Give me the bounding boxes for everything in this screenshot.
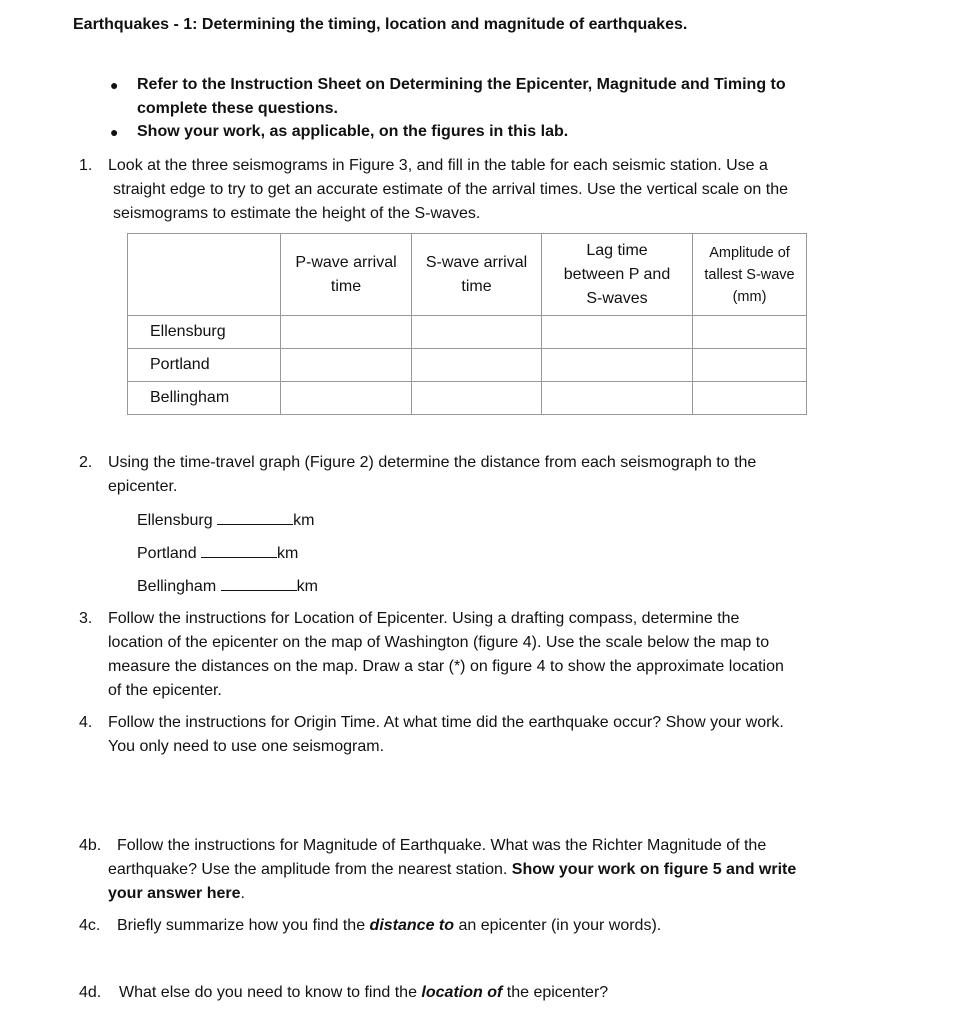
- bullet-1-line-2: complete these questions.: [137, 100, 338, 117]
- q4b-line-2: earthquake? Use the amplitude from the nearest station. Show your work on figure 5 and write: [108, 861, 797, 878]
- table-cell-empty[interactable]: [693, 349, 807, 382]
- q3-line-4: of the epicenter.: [108, 682, 222, 699]
- q3-number: 3.: [79, 610, 93, 627]
- table-cell-empty[interactable]: [412, 382, 542, 415]
- table-header-row: [128, 234, 807, 316]
- table-cell-empty[interactable]: [281, 382, 412, 415]
- distance-unit: km: [277, 545, 299, 562]
- table-cell-empty[interactable]: [693, 316, 807, 349]
- table-row: [128, 349, 807, 382]
- distance-item-portland: [137, 541, 298, 566]
- page-title: Earthquakes - 1: Determining the timing, location and magnitude of earthquakes.: [73, 16, 688, 33]
- table-header-lag-time: Lag time between P and S-waves: [542, 234, 693, 316]
- bullet-2-line-1: Show your work, as applicable, on the figures in this lab.: [137, 123, 569, 140]
- station-name: Ellensburg: [128, 316, 281, 349]
- distance-unit: km: [296, 578, 318, 595]
- q3-line-3: measure the distances on the map. Draw a star (*) on figure 4 to show the approximate location: [108, 658, 784, 675]
- q4-number: 4.: [79, 714, 93, 731]
- answer-blank[interactable]: [217, 508, 293, 525]
- distance-label: Bellingham: [137, 578, 217, 595]
- distance-unit: km: [293, 512, 315, 529]
- arrival-time-table: [127, 233, 807, 415]
- q4d-number: 4d.: [79, 984, 102, 1001]
- table-header-s-wave: S-wave arrival time: [412, 234, 542, 316]
- q4-line-1: Follow the instructions for Origin Time. At what time did the earthquake occur? Show your work.: [108, 714, 784, 731]
- table-header-amplitude: Amplitude of tallest S-wave (mm): [693, 234, 807, 316]
- table-cell-empty[interactable]: [412, 349, 542, 382]
- q2-line-1: Using the time-travel graph (Figure 2) determine the distance from each seismograph to the: [108, 454, 757, 471]
- q1-line-1: Look at the three seismograms in Figure 3, and fill in the table for each seismic station. Use a: [108, 157, 768, 174]
- bullet-1-line-1: Refer to the Instruction Sheet on Determining the Epicenter, Magnitude and Timing to: [137, 76, 786, 93]
- table-row: [128, 382, 807, 415]
- q2-number: 2.: [79, 454, 93, 471]
- distance-item-ellensburg: [137, 508, 314, 533]
- table-cell-empty[interactable]: [281, 316, 412, 349]
- bullet-dot: ●: [110, 77, 119, 93]
- table-cell-empty[interactable]: [542, 382, 693, 415]
- answer-blank[interactable]: [221, 574, 297, 591]
- q4c-number: 4c.: [79, 917, 101, 934]
- q1-line-2: straight edge to try to get an accurate estimate of the arrival times. Use the vertical scale on the: [113, 181, 788, 198]
- table-cell-empty[interactable]: [412, 316, 542, 349]
- table-cell-empty[interactable]: [542, 316, 693, 349]
- q4c-text: Briefly summarize how you find the distance to an epicenter (in your words).: [117, 917, 662, 934]
- q4b-line-1: Follow the instructions for Magnitude of Earthquake. What was the Richter Magnitude of the: [117, 837, 767, 854]
- q4b-number: 4b.: [79, 837, 102, 854]
- q3-line-2: location of the epicenter on the map of Washington (figure 4). Use the scale below the map to: [108, 634, 770, 651]
- q3-line-1: Follow the instructions for Location of Epicenter. Using a drafting compass, determine the: [108, 610, 740, 627]
- table-row: [128, 316, 807, 349]
- q1-number: 1.: [79, 157, 93, 174]
- q1-line-3: seismograms to estimate the height of the S-waves.: [113, 205, 481, 222]
- q4d-text: What else do you need to know to find the location of the epicenter?: [119, 984, 609, 1001]
- q2-line-2: epicenter.: [108, 478, 178, 495]
- table-header-p-wave: P-wave arrival time: [281, 234, 412, 316]
- distance-label: Ellensburg: [137, 512, 213, 529]
- answer-blank[interactable]: [201, 541, 277, 558]
- table-cell-empty[interactable]: [281, 349, 412, 382]
- distance-item-bellingham: [137, 574, 318, 599]
- station-name: Portland: [128, 349, 281, 382]
- q4b-line-3: your answer here.: [108, 885, 245, 902]
- distance-label: Portland: [137, 545, 197, 562]
- table-cell-empty[interactable]: [542, 349, 693, 382]
- table-cell-empty[interactable]: [693, 382, 807, 415]
- table-header-blank: [128, 234, 281, 316]
- station-name: Bellingham: [128, 382, 281, 415]
- q4-line-2: You only need to use one seismogram.: [108, 738, 385, 755]
- bullet-dot: ●: [110, 124, 119, 140]
